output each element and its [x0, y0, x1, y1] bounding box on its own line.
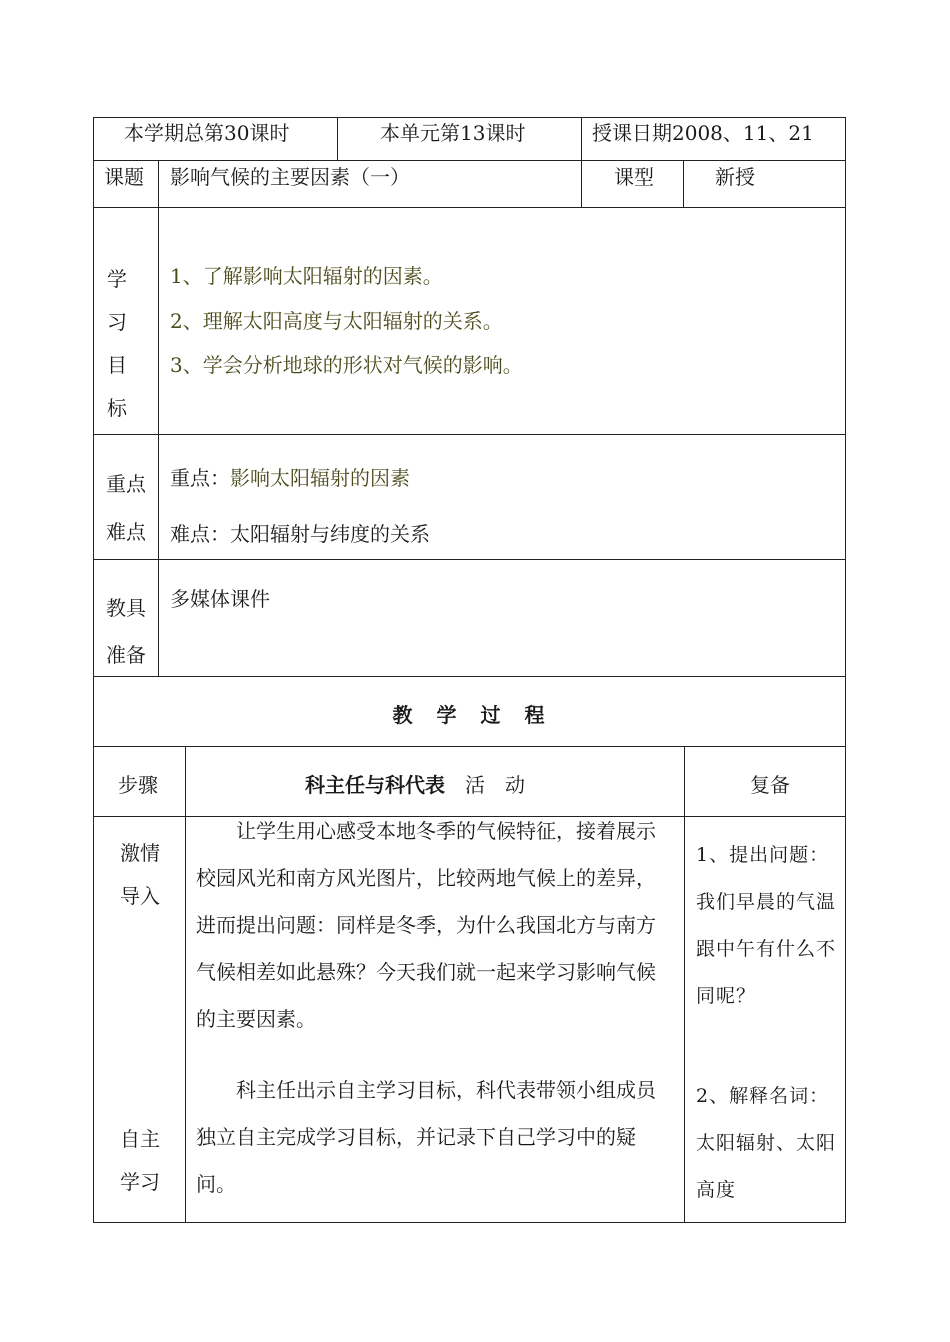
col-divider	[684, 746, 685, 1223]
objectives-label: 学 习 目 标	[107, 267, 127, 420]
difficulty-point: 难点：太阳辐射与纬度的关系	[170, 522, 430, 546]
process-title: 教 学 过 程	[392, 703, 547, 727]
unit-lesson-count: 本单元第13课时	[380, 121, 526, 145]
col-divider	[683, 160, 684, 208]
total-lesson-count: 本学期总第30课时	[124, 121, 290, 145]
step-label: 自主 学习	[120, 1127, 160, 1194]
activity-text: 让学生用心感受本地冬季的气候特征，接着展示校园风光和南方风光图片，比较两地气候上的差异，进而提出问题：同样是冬季，为什么我国北方与南方气候相差如此悬殊？今天我们就一起来学习影响气候的主要因素。	[196, 819, 656, 1031]
tools-value: 多媒体课件	[170, 587, 270, 611]
col-activity-header	[305, 773, 525, 797]
objective-item: 1、了解影响太阳辐射的因素。	[170, 264, 443, 288]
table-border-right	[845, 117, 846, 1223]
step-label: 激情 导入	[120, 841, 160, 908]
row-divider	[93, 746, 846, 747]
lesson-type-value: 新授	[715, 165, 755, 189]
table-border-bottom	[93, 1222, 846, 1223]
key-points-label: 重点 难点	[106, 472, 146, 544]
col-divider	[185, 746, 186, 1223]
topic-label: 课题	[104, 165, 144, 189]
col-notes-header: 复备	[750, 773, 790, 797]
tools-label: 教具 准备	[106, 596, 146, 667]
row-divider	[93, 434, 846, 435]
key-point	[170, 466, 410, 490]
row-divider	[93, 676, 846, 677]
col-divider	[158, 160, 159, 677]
row-divider	[93, 207, 846, 208]
table-border-left	[93, 117, 94, 1223]
notes-text: 2、解释名词：太阳辐射、太阳高度	[696, 1085, 837, 1201]
activity-header-normal: 活 动	[465, 773, 525, 797]
key-point-text: 重点：影响太阳辐射的因素	[170, 466, 410, 490]
col-divider	[581, 117, 582, 208]
activity-header-bold: 科主任与科代表	[305, 773, 445, 797]
objective-item: 2、理解太阳高度与太阳辐射的关系。	[170, 309, 503, 333]
col-step-header: 步骤	[118, 773, 158, 797]
topic-value: 影响气候的主要因素（一）	[170, 165, 410, 189]
table-border-top	[93, 117, 846, 118]
row-divider	[93, 160, 846, 161]
objective-item: 3、学会分析地球的形状对气候的影响。	[170, 353, 523, 377]
col-divider	[337, 117, 338, 161]
notes-text: 1、提出问题：我们早晨的气温跟中午有什么不同呢？	[696, 844, 837, 1007]
lesson-date: 授课日期2008、11、21	[592, 121, 814, 145]
lesson-type-label: 课型	[614, 165, 654, 189]
activity-text: 科主任出示自主学习目标，科代表带领小组成员独立自主完成学习目标，并记录下自己学习中的疑问。	[196, 1078, 656, 1196]
row-divider	[93, 559, 846, 560]
